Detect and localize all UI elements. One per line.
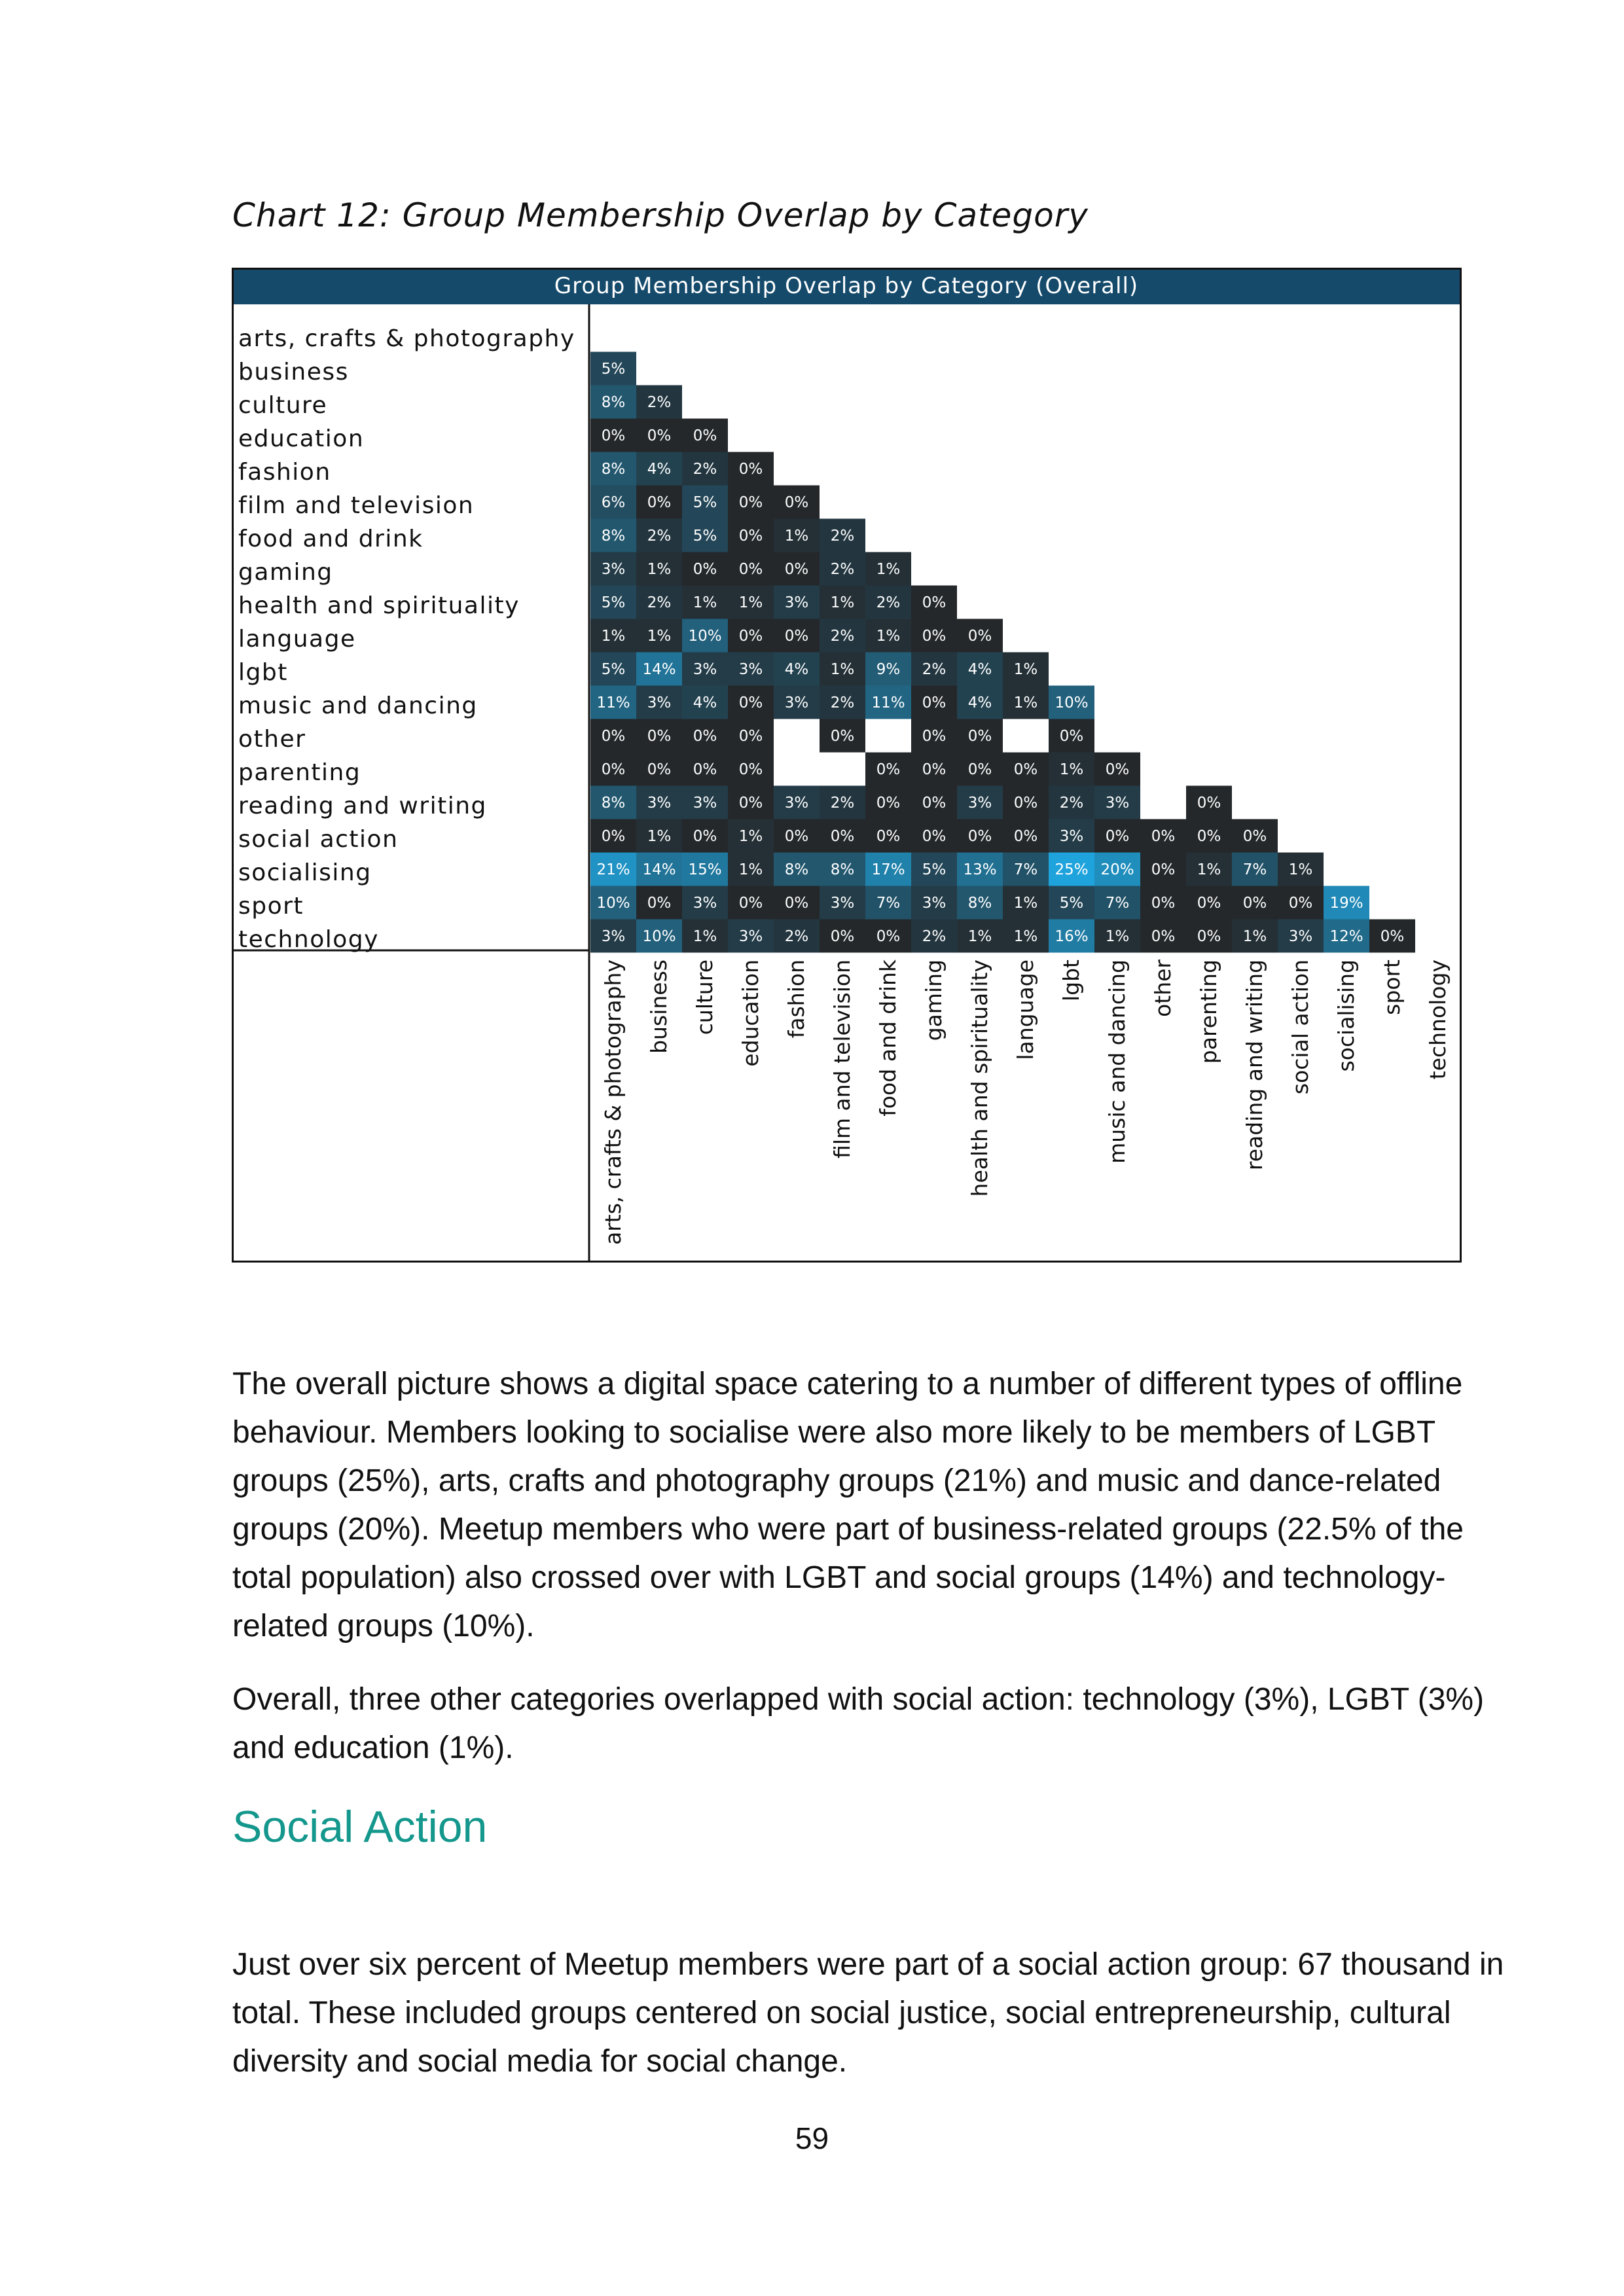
heatmap-cell-value: 3% [784,795,809,812]
heatmap-cell-value: 14% [642,661,676,678]
section-heading: Social Action [232,1802,488,1852]
heatmap-cell-value: 0% [738,895,763,912]
heatmap-cell-value: 4% [967,661,992,678]
row-label: gaming [238,559,333,586]
heatmap-cell-value: 3% [647,694,672,711]
heatmap-cell-value: 1% [876,561,901,578]
heatmap-cell-value: 5% [922,861,947,878]
heatmap-cell-value: 10% [596,895,630,912]
column-label: culture [692,960,717,1035]
heatmap-cell-value: 2% [647,528,672,545]
heatmap-cell-value: 0% [601,828,626,845]
body-paragraph: Overall, three other categories overlapped with social action: technology (3%), LGBT (3%) and education (1%). [232,1682,1485,1765]
heatmap-cell-value: 1% [830,661,855,678]
overlap-heatmap [232,268,1462,1263]
heatmap-cell-value: 7% [1105,895,1130,912]
heatmap-cell-value: 13% [963,861,997,878]
row-label: film and television [238,492,475,519]
heatmap-cell-value: 1% [738,828,763,845]
section-paragraph: Just over six percent of Meetup members were part of a social action group: 67 thousand in total. These included groups centered on social justice, social entrepreneurship, cultural diversity and social media for social change. [232,1947,1504,2079]
heatmap-cell-value: 0% [647,427,672,444]
heatmap-cell-value: 1% [738,861,763,878]
column-label: food and drink [875,960,901,1117]
heatmap-cell-value: 0% [1013,761,1038,778]
heatmap-cell-value: 2% [922,661,947,678]
column-label: reading and writing [1242,960,1267,1171]
heatmap-cell-value: 5% [601,594,626,611]
heatmap-cell-value: 2% [830,561,855,578]
heatmap-cell-value: 0% [784,561,809,578]
heatmap-cell-value: 2% [830,628,855,645]
heatmap-cell-value: 0% [693,427,717,444]
heatmap-cell-value: 0% [738,461,763,478]
row-label: education [238,425,365,452]
heatmap-cell-value: 5% [693,528,717,545]
heatmap-cell-value: 0% [1242,828,1267,845]
row-label: music and dancing [238,692,478,719]
heatmap-cell-value: 0% [1105,828,1130,845]
heatmap-cell-value: 1% [647,828,672,845]
heatmap-cell-value: 3% [647,795,672,812]
heatmap-cell-value: 11% [596,694,630,711]
row-label: language [238,626,356,653]
heatmap-cell-value: 0% [693,761,717,778]
heatmap-cell-value: 9% [876,661,901,678]
heatmap-cell-value: 0% [738,728,763,745]
heatmap-cell-value: 0% [693,828,717,845]
heatmap-cell-value: 8% [601,461,626,478]
heatmap-cell-value: 0% [1059,728,1084,745]
row-label: arts, crafts & photography [238,325,575,352]
row-label: food and drink [238,526,424,552]
heatmap-cell-value: 0% [1151,861,1176,878]
column-label: language [1013,960,1038,1060]
heatmap-cell-value: 14% [642,861,676,878]
heatmap-cell-value: 3% [922,895,947,912]
heatmap-cell-value: 1% [1013,661,1038,678]
heatmap-cell-value: 0% [738,694,763,711]
heatmap-cell-value: 2% [922,928,947,945]
heatmap-cell-value: 1% [1059,761,1084,778]
heatmap-cell-value: 0% [967,628,992,645]
column-label: film and television [829,960,855,1159]
page-number: 59 [795,2121,829,2155]
heatmap-cell-value: 1% [693,594,717,611]
row-label: social action [238,826,399,853]
heatmap-cell-value: 0% [738,761,763,778]
heatmap-cell-value: 0% [1151,928,1176,945]
column-label: other [1150,960,1176,1017]
heatmap-cell-value: 0% [922,795,947,812]
column-label: lgbt [1058,960,1084,1002]
heatmap-cell-value: 0% [601,728,626,745]
heatmap-cell-value: 10% [688,628,722,645]
heatmap-cell-value: 4% [784,661,809,678]
heatmap-cell-value: 1% [1288,861,1313,878]
heatmap-cell-value: 1% [1105,928,1130,945]
column-label: education [738,960,763,1067]
heatmap-cell-value: 11% [871,694,905,711]
row-label: fashion [238,459,331,486]
heatmap-cell-value: 8% [784,861,809,878]
heatmap-cell-value: 1% [876,628,901,645]
heatmap-cell-value: 3% [693,795,717,812]
heatmap-cell-value: 0% [922,694,947,711]
row-label: technology [238,926,379,953]
column-label: arts, crafts & photography [600,960,626,1246]
heatmap-cell-value: 0% [830,928,855,945]
heatmap-cell-value: 8% [601,394,626,411]
column-label: fashion [784,960,809,1039]
heatmap-cell-value: 0% [967,728,992,745]
heatmap-cell-value: 5% [693,494,717,511]
row-label: culture [238,392,328,419]
heatmap-cell-value: 0% [876,795,901,812]
column-label: music and dancing [1104,960,1130,1164]
heatmap-cell-value: 2% [693,461,717,478]
heatmap-cell-value: 0% [784,494,809,511]
heatmap-cell-value: 2% [876,594,901,611]
heatmap-cell-value: 0% [967,761,992,778]
heatmap-cell-value: 3% [693,895,717,912]
heatmap-cell-value: 1% [647,628,672,645]
heatmap-cell-value: 25% [1055,861,1089,878]
heatmap-cell-value: 8% [601,528,626,545]
heatmap-cell-value: 3% [738,928,763,945]
heatmap-cell-value: 10% [1055,694,1089,711]
heatmap-cell-value: 0% [922,594,947,611]
heatmap-cell-value: 1% [784,528,809,545]
heatmap-cell-value: 3% [967,795,992,812]
heatmap-cell-value: 1% [601,628,626,645]
heatmap-cell-value: 1% [693,928,717,945]
heatmap-cell-value: 0% [1288,895,1313,912]
heatmap-cell-value: 3% [1059,828,1084,845]
heatmap-cell-value: 8% [967,895,992,912]
heatmap-cell-value: 21% [596,861,630,878]
row-label: lgbt [238,659,288,686]
heatmap-cell-value: 1% [1197,861,1221,878]
heatmap-cell-value: 2% [830,795,855,812]
heatmap-cell-value: 7% [1013,861,1038,878]
column-label: health and spirituality [967,960,992,1197]
heatmap-cell-value: 0% [922,761,947,778]
column-label: parenting [1196,960,1221,1064]
heatmap-cell-value: 16% [1055,928,1089,945]
heatmap-cell-value: 0% [1197,895,1221,912]
heatmap-cell-value: 3% [1288,928,1313,945]
heatmap-cell-value: 0% [967,828,992,845]
row-label: socialising [238,859,372,886]
heatmap-cell-value: 1% [1013,694,1038,711]
heatmap-cell-value: 0% [1151,828,1176,845]
heatmap-cell-value: 0% [876,828,901,845]
heatmap-cell-value: 3% [738,661,763,678]
column-label: business [646,960,672,1054]
heatmap-cell-value: 0% [738,795,763,812]
heatmap-cell-value: 3% [784,594,809,611]
heatmap-cell-value: 0% [1151,895,1176,912]
heatmap-cell-value: 5% [1059,895,1084,912]
heatmap-cell-value: 0% [830,828,855,845]
chart-caption: Chart 12: Group Membership Overlap by Category [232,196,1089,234]
heatmap-cell-value: 17% [871,861,905,878]
column-label: social action [1288,960,1313,1095]
row-label: sport [238,893,304,920]
row-label: parenting [238,759,361,786]
heatmap-cell-value: 0% [647,761,672,778]
heatmap-cell-value: 0% [738,561,763,578]
row-label: health and spirituality [238,592,520,619]
heatmap-cell-value: 3% [601,928,626,945]
heatmap-cell-value: 1% [1242,928,1267,945]
heatmap-cell-value: 0% [876,761,901,778]
heatmap-cell-value: 8% [601,795,626,812]
heatmap-cell-value: 7% [876,895,901,912]
heatmap-cell-value: 0% [738,494,763,511]
heatmap-cell-value: 0% [738,528,763,545]
heatmap-cell-value: 3% [784,694,809,711]
heatmap-cell-value: 4% [693,694,717,711]
heatmap-cell-value: 0% [922,728,947,745]
heatmap-cell-value: 2% [1059,795,1084,812]
heatmap-cell-value: 0% [601,761,626,778]
heatmap-cell-value: 5% [601,661,626,678]
row-label: other [238,726,306,753]
heatmap-cell-value: 0% [1197,795,1221,812]
heatmap-cell-value: 2% [647,394,672,411]
heatmap-cell-value: 15% [688,861,722,878]
heatmap-cell-value: 0% [1105,761,1130,778]
heatmap-cell-value: 3% [830,895,855,912]
heatmap-cell-value: 0% [647,895,672,912]
heatmap-cell-value: 8% [830,861,855,878]
heatmap-cell-value: 0% [830,728,855,745]
row-label: business [238,359,349,386]
heatmap-cell-value: 0% [922,828,947,845]
heatmap-cell-value: 6% [601,494,626,511]
heatmap-cell-value: 0% [647,728,672,745]
heatmap-cell-value: 0% [1013,795,1038,812]
heatmap-cell-value: 0% [784,828,809,845]
column-label: technology [1425,960,1451,1080]
heatmap-cell-value: 0% [1197,828,1221,845]
heatmap-cell-value: 1% [647,561,672,578]
heatmap-cell-value: 12% [1329,928,1363,945]
heatmap-cell-value: 20% [1100,861,1134,878]
column-label: socialising [1333,960,1359,1072]
heatmap-cell-value: 5% [601,361,626,378]
heatmap-cell-value: 2% [830,694,855,711]
heatmap-cell-value: 3% [693,661,717,678]
heatmap-cell-value: 7% [1242,861,1267,878]
heatmap-cell-value: 0% [601,427,626,444]
heatmap-cell-value: 19% [1329,895,1363,912]
column-label: sport [1379,960,1405,1015]
heatmap-cell-value: 0% [1013,828,1038,845]
heatmap-cell-value: 1% [1013,928,1038,945]
heatmap-cell-value: 0% [693,561,717,578]
heatmap-cell-value: 4% [967,694,992,711]
heatmap-cell-value: 4% [647,461,672,478]
heatmap-cell-value: 1% [830,594,855,611]
heatmap-cell-value: 10% [642,928,676,945]
chart-title: Group Membership Overlap by Category (Overall) [554,273,1139,299]
body-paragraph: The overall picture shows a digital space catering to a number of different types of offline behaviour. Members looking to socialise were also more likely to be members of LGBT groups (25%), arts, crafts and photography groups (21%) and music and dance-related groups (20%). Meetup members who were part of business-related groups (22.5% of the total population) also crossed over with LGBT and social groups (14%) and technology-related groups (10%). [232,1367,1464,1643]
heatmap-cell-value: 1% [1013,895,1038,912]
heatmap-cell-value: 3% [1105,795,1130,812]
heatmap-cell-value: 0% [693,728,717,745]
heatmap-cell-value: 0% [647,494,672,511]
heatmap-cell-value: 0% [784,895,809,912]
heatmap-cell-value: 0% [738,628,763,645]
heatmap-cell-value: 2% [647,594,672,611]
heatmap-cell-value: 0% [1242,895,1267,912]
heatmap-cell-value: 1% [738,594,763,611]
heatmap-cell-value: 0% [922,628,947,645]
row-label: reading and writing [238,793,487,819]
heatmap-cell-value: 3% [601,561,626,578]
column-label: gaming [921,960,947,1041]
heatmap-cell-value: 0% [1197,928,1221,945]
heatmap-cell-value: 0% [784,628,809,645]
heatmap-cell-value: 2% [830,528,855,545]
heatmap-cell-value: 1% [967,928,992,945]
heatmap-cell-value: 0% [876,928,901,945]
heatmap-cell-value: 2% [784,928,809,945]
heatmap-cell-value: 0% [1380,928,1405,945]
